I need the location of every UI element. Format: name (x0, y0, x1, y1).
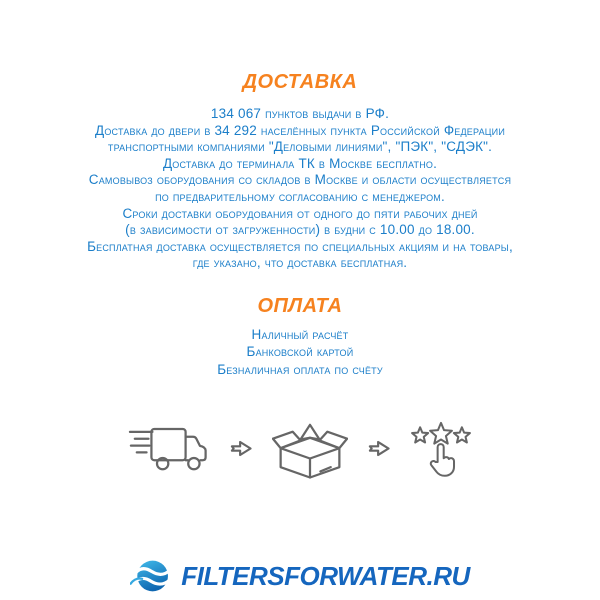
logo-text: FILTERSFORWATER.RU (181, 560, 470, 591)
delivery-truck-icon (128, 421, 210, 476)
open-box-icon (272, 417, 348, 481)
process-icons-row (128, 416, 472, 481)
rating-stars-icon (410, 416, 472, 481)
arrow-right-icon (228, 438, 254, 459)
arrow-right-icon (366, 438, 392, 459)
payment-text-block (217, 326, 383, 379)
delivery-text-line: Самовывоз оборудования со складов в Москве и области осуществляется (88, 172, 512, 188)
delivery-text-line: где указано, что доставка бесплатная. (192, 255, 408, 271)
payment-text-line: Наличный расчёт (251, 326, 349, 342)
delivery-text-line: транспортными компаниями "Деловыми линиями", "ПЭК", "СДЭК". (107, 139, 493, 155)
delivery-section-title: ДОСТАВКА (242, 71, 358, 93)
delivery-text-line: 134 067 пунктов выдачи в РФ. (210, 106, 390, 121)
delivery-text-line: Сроки доставки оборудования от одного до пяти рабочих дней (122, 205, 478, 221)
site-logo[interactable] (130, 557, 470, 595)
delivery-text-line: Бесплатная доставка осуществляется по специальных акциям и на товары, (87, 238, 513, 254)
delivery-text-line: по предварительному согласованию с менеджером. (155, 188, 445, 204)
delivery-text-line: Доставка до двери в 34 292 населённых пункта Российской Федерации (95, 122, 505, 138)
payment-text-line: Безналичная оплата по счёту (217, 361, 383, 377)
delivery-text-line: (в зависимости от загруженности) в будни с 10.00 до 18.00. (125, 222, 475, 238)
filtersforwater-logo-icon (130, 557, 172, 595)
payment-text-line: Банковской картой (246, 344, 354, 360)
delivery-text-line: Доставка до терминала ТК в Москве бесплатно. (162, 155, 438, 171)
payment-section-title: ОПЛАТА (257, 294, 343, 317)
delivery-text-block (87, 106, 513, 272)
